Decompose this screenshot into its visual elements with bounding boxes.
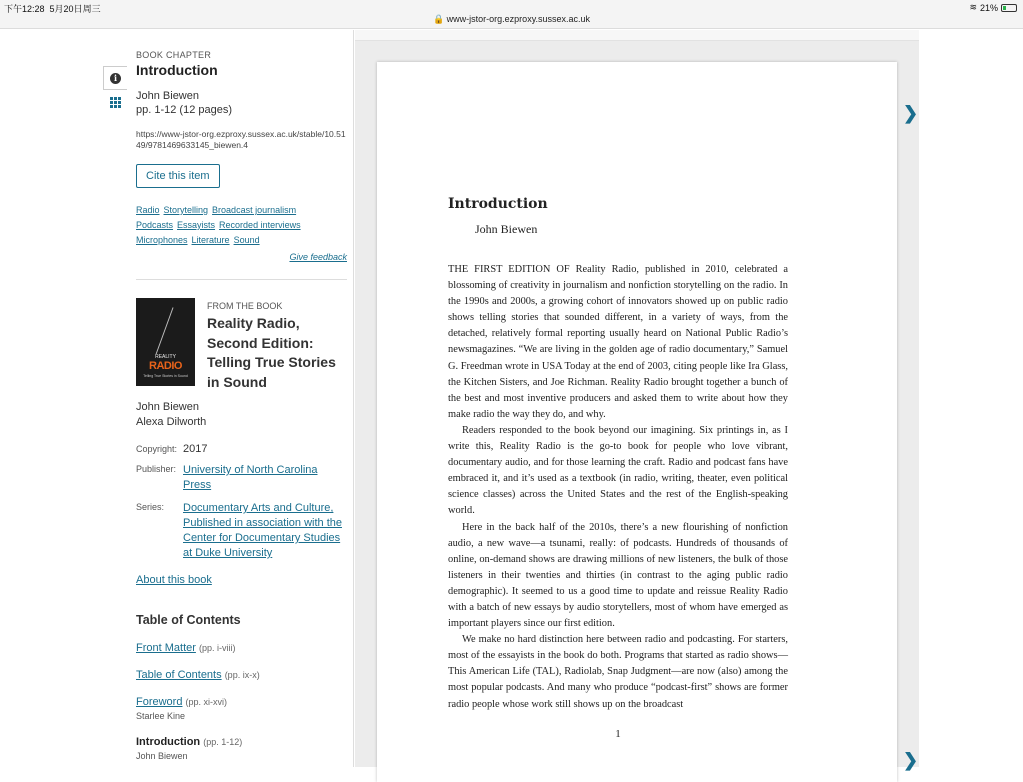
toc-pages: (pp. 1-12) <box>203 737 243 747</box>
chapter-pages: pp. 1-12 (12 pages) <box>136 104 233 116</box>
book-title: Reality Radio, Second Edition: Telling True Stories in Sound <box>207 315 336 390</box>
series-row: Series: Documentary Arts and Culture, Published in association with the Center for Documentary Studies at Duke University <box>136 502 342 559</box>
wifi-icon: ≋ <box>969 2 977 12</box>
address-bar[interactable] <box>0 14 1023 25</box>
tag-link[interactable]: Podcasts <box>136 220 174 230</box>
book-cover[interactable]: REALITY RADIO Telling True Stories in Sound <box>136 298 195 386</box>
chapter-author: John Biewen <box>136 90 199 102</box>
book-author: John Biewen <box>136 401 199 413</box>
page-paragraph: We make no hard distinction here between radio and podcasting. For starters, most of the essayists in the book do both. Programs that started as radio shows—This American Life (TAL), Radiolab, Snap Judgment—are now (also) among the most popular podcasts. And many who produce “podcast-first” shows are former radio people whose work still shows up on the broadcast <box>448 634 788 710</box>
cite-button[interactable]: Cite this item <box>136 164 220 188</box>
toc-item <box>136 642 347 654</box>
about-book-link[interactable]: About this book <box>136 574 212 586</box>
from-book-label: FROM THE BOOK <box>207 301 283 311</box>
stable-url: https://www-jstor-org.ezproxy.sussex.ac.uk/stable/10.5149/9781469633145_biewen.4 <box>136 129 346 150</box>
info-icon: i <box>110 73 121 84</box>
feedback-link[interactable]: Give feedback <box>289 252 347 262</box>
tag-link[interactable]: Radio <box>136 205 160 215</box>
next-chevron-icon[interactable]: ❯ <box>903 750 919 770</box>
toc-item <box>136 669 347 681</box>
tag-link[interactable]: Sound <box>233 235 260 245</box>
toc-link[interactable]: Table of Contents <box>136 669 222 681</box>
pdf-page <box>377 62 897 782</box>
page-paragraph: Readers responded to the book beyond our imagining. Six printings in, as I write this, Reality Radio is the go-to book for people who love vibrant, documentary audio, and for those learning the craft. Radio and podcast fans have embraced it, and it’s used as a textbook (in radio, writing, theater, even political science classes) across the United States and the rest of the English-speaking world. <box>448 424 788 517</box>
page-number: 1 <box>615 728 621 740</box>
info-tab[interactable] <box>103 66 127 90</box>
toc-item-current <box>136 736 347 761</box>
divider <box>136 279 347 280</box>
item-sidebar <box>127 30 354 767</box>
sidebar-tabs <box>103 66 127 114</box>
tag-link[interactable]: Microphones <box>136 235 188 245</box>
battery-icon <box>1001 4 1017 12</box>
book-author: Alexa Dilworth <box>136 416 207 428</box>
toc-item <box>136 696 347 721</box>
status-time: 下午12:28 5月20日周三 <box>4 4 101 14</box>
contents-tab[interactable] <box>103 90 127 114</box>
toc-link[interactable]: Foreword <box>136 696 183 708</box>
page-paragraph: THE FIRST EDITION OF Reality Radio, published in 2010, celebrated a blossoming of creativity in journalism and nonfiction storytelling on the radio. In the 1990s and 2000s, a growing cohort of innovators showed up on public radio shows telling stories that sounded different, in a variety of ways, from the detached, relatively formal reporting usually heard on National Public Radio’s newsmagazines. “We are living in the golden age of radio documentary,” Samuel G. Freedman wrote in USA Today at the end of 2003, citing people like Ira Glass, the Kitchen Sisters, and Joe Richman. Reality Radio brought together a bunch of the best and most inventive producers and asked them to write about how they make radio the way they do, and why. <box>448 264 788 420</box>
next-page-chevron-icon[interactable]: ❯ <box>903 103 919 123</box>
topic-tags <box>136 203 347 248</box>
copyright-year: 2017 <box>183 443 208 455</box>
status-bar <box>0 0 1023 29</box>
book-summary <box>136 298 347 392</box>
book-authors <box>136 400 347 430</box>
copyright-row: Copyright: 2017 <box>136 443 208 455</box>
tag-link[interactable]: Broadcast journalism <box>212 205 297 215</box>
publisher-link[interactable]: University of North Carolina Press <box>183 464 318 491</box>
tag-link[interactable]: Essayists <box>177 220 216 230</box>
series-link[interactable]: Documentary Arts and Culture, Published in association with the Center for Documentary Studies at Duke University <box>183 502 342 559</box>
toc-author: Starlee Kine <box>136 711 186 721</box>
content-type-label: BOOK CHAPTER <box>136 50 212 60</box>
grid-icon <box>110 97 121 108</box>
status-indicators <box>969 2 1017 13</box>
tag-link[interactable]: Storytelling <box>163 205 209 215</box>
page-body <box>448 262 788 713</box>
lock-icon: 🔒 <box>432 14 445 24</box>
chapter-title: Introduction <box>136 62 218 78</box>
pdf-viewer[interactable] <box>355 30 919 767</box>
page-paragraph: Here in the back half of the 2010s, there’s a new flourishing of nonfiction audio, a new wave—a tsunami, really: of podcasts. Hundreds of thousands of online, on-demand shows are drawing millions of new listeners, the bulk of those listeners in their twenties and thirties (in contrast to the aging public radio demographic). It seemed to us a good time to update and reissue Reality Radio with a batch of new essays by audio storytellers, most of whom have emerged as important players since our first edition. <box>448 521 788 630</box>
tag-link[interactable]: Literature <box>191 235 230 245</box>
toc-pages: (pp. xi-xvi) <box>185 697 228 707</box>
toc-link[interactable]: Front Matter <box>136 642 196 654</box>
url-text: www-jstor-org.ezproxy.sussex.ac.uk <box>446 14 591 24</box>
viewer-toolbar <box>355 30 919 41</box>
toc-heading: Table of Contents <box>136 613 241 627</box>
toc-author: John Biewen <box>136 751 188 761</box>
page-author: John Biewen <box>475 222 538 236</box>
tag-link[interactable]: Recorded interviews <box>219 220 301 230</box>
toc-pages: (pp. i-viii) <box>198 643 236 653</box>
battery-percent: 21% <box>979 2 998 13</box>
publisher-row: Publisher: University of North Carolina Press <box>136 464 318 491</box>
toc-pages: (pp. ix-x) <box>224 670 260 680</box>
page-heading: Introduction <box>448 196 548 212</box>
toc-current-name: Introduction <box>136 736 201 748</box>
